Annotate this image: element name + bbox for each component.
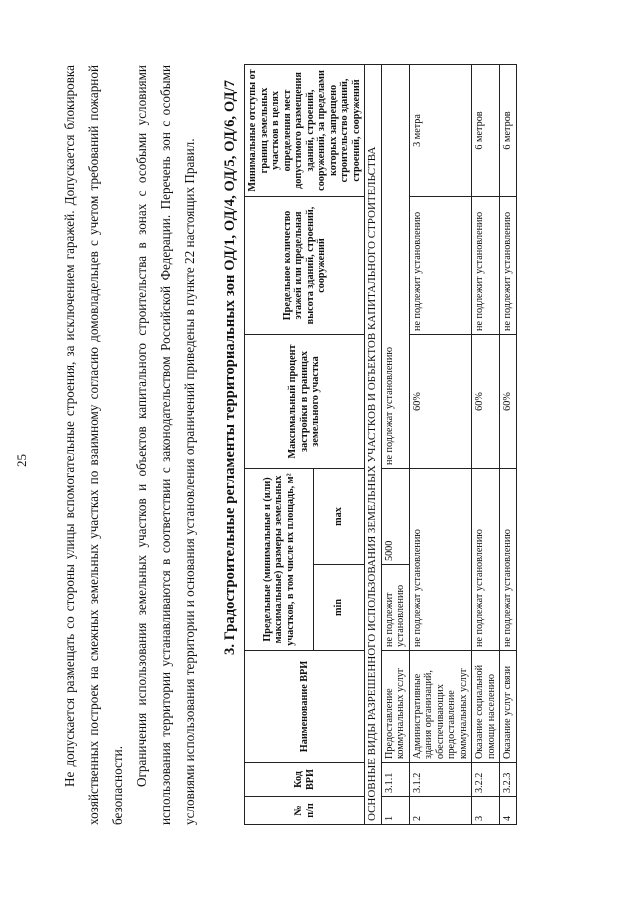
header-setback: Минимальные отступы от границ земельных участков в целях определения мест допустимого размещения зданий, строений, сооружений, за пределами которых запрещено строительство зданий, строений, сооружений <box>245 64 365 196</box>
header-code: Код ВРИ <box>245 763 365 797</box>
header-name: Наименование ВРИ <box>245 651 365 763</box>
header-row <box>245 64 314 824</box>
table-row <box>500 64 517 824</box>
row-max: 5000 <box>381 468 409 564</box>
row-num: 4 <box>500 797 517 825</box>
row-setback: 6 метров <box>472 64 500 196</box>
row-floors: не подлежит установлению <box>500 196 517 334</box>
row-size: не подлежат установлению <box>500 468 517 650</box>
row-percent: 60% <box>409 334 472 468</box>
row-percent: 60% <box>472 334 500 468</box>
row-setback: 3 метра <box>409 64 472 196</box>
page-number: 25 <box>14 454 29 467</box>
row-size: не подлежат установлению <box>472 468 500 650</box>
header-min: min <box>314 565 365 651</box>
row-setback: 6 метров <box>500 64 517 196</box>
row-name: Оказание социальной помощи населению <box>472 651 500 763</box>
row-name: Оказание услуг связи <box>500 651 517 763</box>
header-num: № п/п <box>245 797 365 825</box>
row-name: Административные здания организаций, обеспечивающих предоставление коммунальных услуг <box>409 651 472 763</box>
row-num: 3 <box>472 797 500 825</box>
header-max: max <box>314 468 365 564</box>
header-size-text: Предельные (минимальные и (или) максимальные) размеры земельных участков, в том числе их площадь, м² <box>261 473 296 646</box>
table-row <box>381 64 409 824</box>
row-percent: 60% <box>500 334 517 468</box>
table-row <box>409 64 472 824</box>
row-code: 3.2.2 <box>472 763 500 797</box>
paragraph-restrictions: Ограничения использования земельных участков и объектов капитального строительства в зонах с особыми условиями использования территории устанавливаются в соответствии с законодательством Российской Федерации. Перечень зон с особыми условиями использования территории и основания установления ограничений приведены в пункте 22 настоящих Правил. <box>134 65 197 825</box>
row-code: 3.2.3 <box>500 763 517 797</box>
header-percent: Максимальный процент застройки в границах земельного участка <box>245 334 365 468</box>
table-row <box>472 64 500 824</box>
row-floors: не подлежит установлению <box>409 196 472 334</box>
row-name: Предоставление коммунальных услуг <box>381 651 409 763</box>
section-main: ОСНОВНЫЕ ВИДЫ РАЗРЕШЕННОГО ИСПОЛЬЗОВАНИЯ ЗЕМЕЛЬНЫХ УЧАСТКОВ И ОБЪЕКТОВ КАПИТАЛЬНОГО СТРОИТЕЛЬСТВА <box>365 64 382 824</box>
row-num: 2 <box>409 797 472 825</box>
row-size: не подлежат установлению <box>409 468 472 650</box>
row-floors: не подлежит установлению <box>472 196 500 334</box>
header-floors: Предельное количество этажей или предельная высота зданий, строений, сооружений <box>245 196 365 334</box>
row-code: 3.1.2 <box>409 763 472 797</box>
row-merged: не подлежат установлению <box>381 64 409 468</box>
section-row <box>365 64 382 824</box>
table-title: 3. Градостроительные регламенты территориальных зон ОД/1, ОД/4, ОД/5, ОД/6, ОД/7 <box>222 79 238 655</box>
header-size <box>245 468 314 650</box>
row-code: 3.1.1 <box>381 763 409 797</box>
row-num: 1 <box>381 797 409 825</box>
row-min: не подлежит установлению <box>381 565 409 651</box>
regulations-table <box>244 64 517 825</box>
paragraph-garages: Не допускается размещать со стороны улицы вспомогательные строения, за исключением гаражей. Допускается блокировка хозяйственных построек на смежных земельных участках по взаимному согласию домовладельцев с учетом требований пожарной безопасности. <box>62 65 125 825</box>
